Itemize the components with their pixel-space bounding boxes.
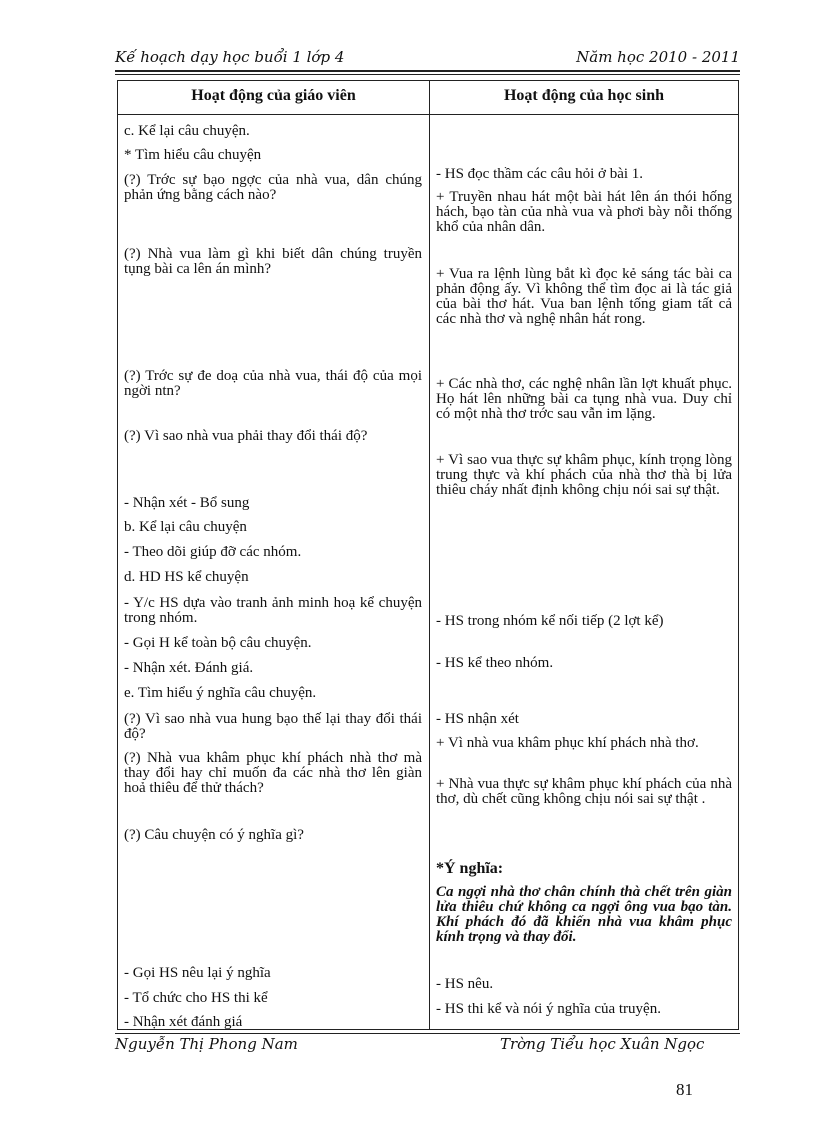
student-item: - HS kể theo nhóm. xyxy=(436,655,554,671)
page-footer xyxy=(115,1035,740,1055)
teacher-item: * Tìm hiểu câu chuyện xyxy=(124,147,262,163)
meaning-text: Ca ngợi nhà thơ chân chính thà chết trên giàn lửa thiêu chứ không ca ngợi ông vua bạo tàn. Khí phách đó đã khiến nhà vua khâm phục kính trọng và thay đổi. xyxy=(436,884,732,945)
header-rule xyxy=(115,70,740,72)
footer-author: Nguyễn Thị Phong Nam xyxy=(115,1035,298,1053)
teacher-item: (?) Vì sao nhà vua phải thay đổi thái độ? xyxy=(124,428,368,444)
teacher-item: (?) Vì sao nhà vua hung bạo thế lại thay đổi thái độ? xyxy=(124,711,422,742)
teacher-item: (?) Trớc sự bạo ngợc của nhà vua, dân chúng phản ứng bằng cách nào? xyxy=(124,172,422,203)
teacher-item: - Nhận xét - Bổ sung xyxy=(124,495,250,511)
page-number: 81 xyxy=(676,1080,693,1099)
teacher-item: - Y/c HS dựa vào tranh ảnh minh hoạ kể chuyện trong nhóm. xyxy=(124,595,422,626)
student-column-header: Hoạt động của học sinh xyxy=(503,87,665,104)
teacher-column-header: Hoạt động của giáo viên xyxy=(191,87,356,104)
teacher-item: (?) Nhà vua làm gì khi biết dân chúng truyền tụng bài ca lên án mình? xyxy=(124,246,422,277)
student-item: + Các nhà thơ, các nghệ nhân lần lợt khuất phục. Họ hát lên những bài ca tụng nhà vua. Duy chỉ có một nhà thơ trớc sau vẫn im lặng. xyxy=(436,376,732,422)
teacher-item: (?) Nhà vua khâm phục khí phách nhà thơ mà thay đổi hay chỉ muốn đa các nhà thơ lên giàn hoả thiêu để thử thách? xyxy=(124,750,422,796)
student-item: + Truyền nhau hát một bài hát lên án thói hống hách, bạo tàn của nhà vua và phơi bày nỗi thống khổ của nhân dân. xyxy=(436,189,732,235)
teacher-item: b. Kể lại câu chuyện xyxy=(124,519,247,535)
teacher-item: - Nhận xét. Đánh giá. xyxy=(124,660,254,676)
student-item: + Vì sao vua thực sự khâm phục, kính trọng lòng trung thực và khí phách của nhà thơ thà bị lửa thiêu cháy nhất định không chịu nói sai sự thật. xyxy=(436,452,732,498)
student-item: - HS thi kể và nói ý nghĩa của truyện. xyxy=(436,1001,661,1017)
teacher-item: e. Tìm hiểu ý nghĩa câu chuyện. xyxy=(124,685,317,701)
header-row-divider xyxy=(118,114,738,115)
teacher-item: - Theo dõi giúp đỡ các nhóm. xyxy=(124,544,302,560)
teacher-item: - Gọi H kể toàn bộ câu chuyện. xyxy=(124,635,312,651)
student-item: - HS trong nhóm kể nối tiếp (2 lợt kể) xyxy=(436,613,664,629)
teacher-item: (?) Câu chuyện có ý nghĩa gì? xyxy=(124,827,304,843)
footer-rule xyxy=(115,1033,740,1034)
teacher-item: - Nhận xét đánh giá xyxy=(124,1014,243,1030)
student-item: - HS đọc thầm các câu hỏi ở bài 1. xyxy=(436,166,644,182)
column-divider xyxy=(429,81,430,1029)
lesson-table xyxy=(117,80,739,1030)
meaning-heading: *Ý nghĩa: xyxy=(436,860,504,877)
teacher-item: - Gọi HS nêu lại ý nghĩa xyxy=(124,965,271,981)
student-item: + Vua ra lệnh lùng bắt kì đọc kẻ sáng tác bài ca phản động ấy. Vì không thể tìm đọc ai là tác giả của bài thơ hát. Vua ban lệnh tống giam tất cả các nhà thơ và nghệ nhân hát rong. xyxy=(436,266,732,327)
teacher-item: (?) Trớc sự đe doạ của nhà vua, thái độ của mọi ngời ntn? xyxy=(124,368,422,399)
student-item: - HS nêu. xyxy=(436,976,494,992)
student-item: - HS nhận xét xyxy=(436,711,519,727)
header-right-text: Năm học 2010 - 2011 xyxy=(576,48,740,66)
student-item: + Vì nhà vua khâm phục khí phách nhà thơ. xyxy=(436,735,699,751)
page-header xyxy=(115,48,740,68)
footer-school: Trờng Tiểu học Xuân Ngọc xyxy=(500,1035,705,1053)
student-item: + Nhà vua thực sự khâm phục khí phách của nhà thơ, dù chết cũng không chịu nói sai sự thật . xyxy=(436,776,732,807)
teacher-item: d. HD HS kể chuyện xyxy=(124,569,249,585)
header-left-text: Kế hoạch dạy học buổi 1 lớp 4 xyxy=(115,48,345,66)
teacher-item: - Tổ chức cho HS thi kể xyxy=(124,990,268,1006)
teacher-item: c. Kể lại câu chuyện. xyxy=(124,123,250,139)
header-rule-thin xyxy=(115,74,740,75)
